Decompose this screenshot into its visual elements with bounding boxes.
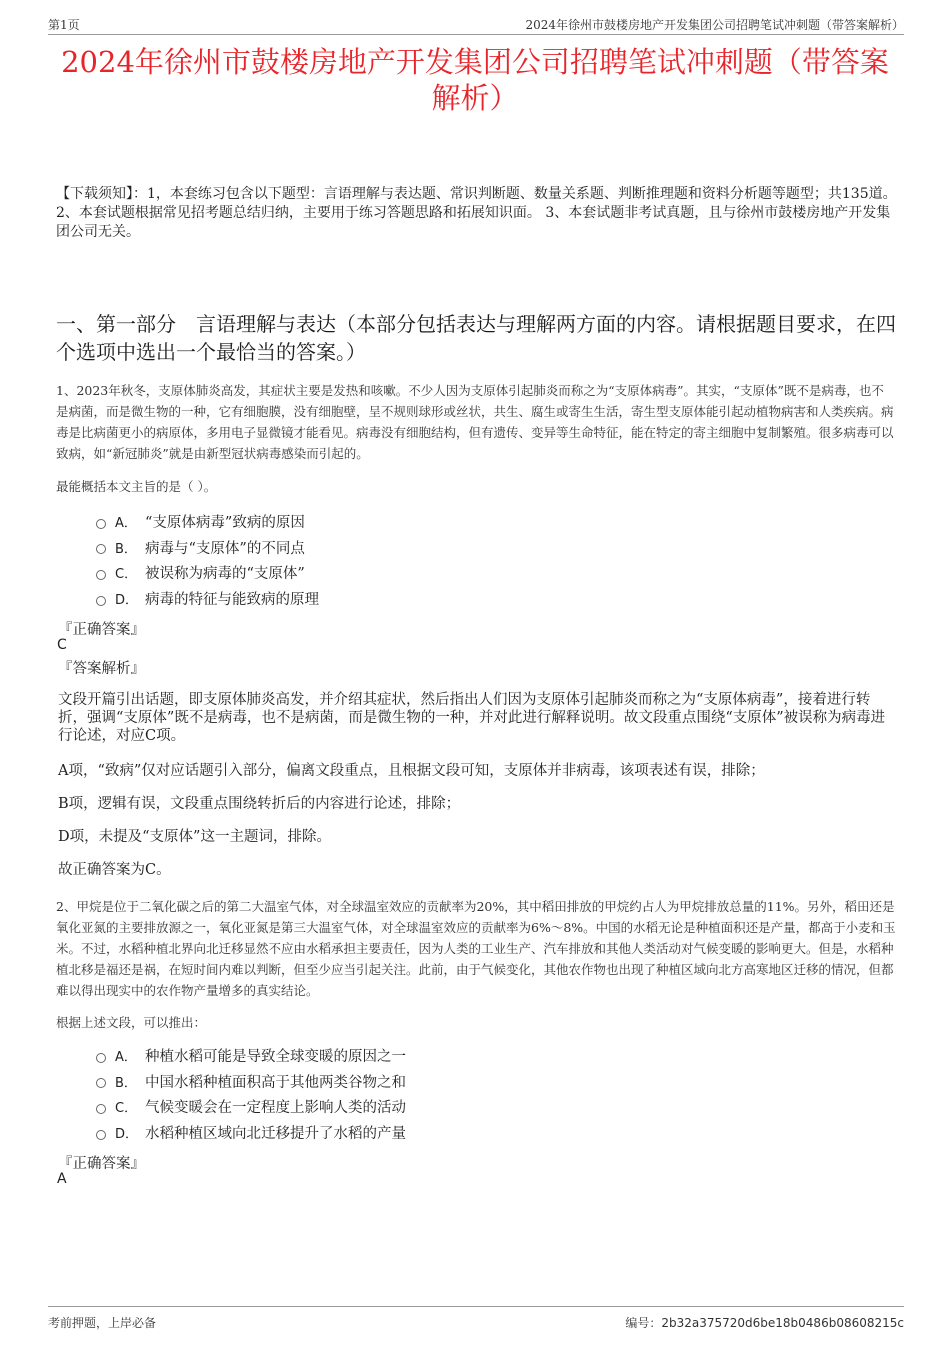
question-2-option-b[interactable] bbox=[96, 1069, 406, 1095]
option-letter: D． bbox=[115, 1127, 139, 1143]
question-1-analysis-label: 『答案解析』 bbox=[58, 661, 145, 677]
question-1-analysis-d: D项，未提及“支原体”这一主题词，排除。 bbox=[58, 829, 331, 845]
radio-icon[interactable] bbox=[96, 1053, 106, 1063]
option-text: 被误称为病毒的“支原体” bbox=[145, 566, 305, 583]
question-1-analysis-main: 文段开篇引出话题，即支原体肺炎高发，并介绍其症状，然后指出人们因为支原体引起肺炎而称之为“支原体病毒”，接着进行转折，强调“支原体”既不是病毒，也不是病菌，而是微生物的一种，并对此进行解释说明。故文段重点围绕“支原体”被误称为病毒进行论述，对应C项。 bbox=[58, 692, 886, 744]
option-text: 中国水稻种植面积高于其他两类谷物之和 bbox=[145, 1074, 406, 1091]
question-2-options bbox=[96, 1043, 406, 1145]
option-letter: C． bbox=[115, 1101, 138, 1117]
question-2-prompt: 根据上述文段，可以推出： bbox=[56, 1015, 207, 1030]
question-1-analysis-a: A项，“致病”仅对应话题引入部分，偏离文段重点，且根据文段可知，支原体并非病毒，该项表述有误，排除； bbox=[58, 763, 765, 779]
radio-icon[interactable] bbox=[96, 1130, 106, 1140]
radio-icon[interactable] bbox=[96, 1104, 106, 1114]
radio-icon[interactable] bbox=[96, 544, 106, 554]
section-heading: 一、第一部分 言语理解与表达（本部分包括表达与理解两方面的内容。请根据题目要求，在四个选项中选出一个最恰当的答案。） bbox=[56, 312, 896, 364]
footer-slogan: 考前押题，上岸必备 bbox=[48, 1316, 157, 1330]
document-title: 2024年徐州市鼓楼房地产开发集团公司招聘笔试冲刺题（带答案解析） bbox=[61, 45, 889, 115]
question-2-answer-label: 『正确答案』 bbox=[58, 1156, 145, 1172]
question-1-prompt: 最能概括本文主旨的是（ ）。 bbox=[56, 479, 217, 494]
question-1-option-d[interactable] bbox=[96, 586, 319, 612]
question-1-option-b[interactable] bbox=[96, 535, 319, 561]
download-notice: 【下载须知】：1，本套练习包含以下题型：言语理解与表达题、常识判断题、数量关系题、判断推理题和资料分析题等题型；共135道。 2、本套试题根据常见招考题总结归纳，主要用于练习答题思路和拓展知识面。 3、本套试题非考试真题，且与徐州市鼓楼房地产开发集团公司无关。 bbox=[56, 186, 897, 240]
option-text: 病毒与“支原体”的不同点 bbox=[145, 540, 305, 557]
question-1-option-c[interactable] bbox=[96, 560, 319, 586]
question-1-stem: 1、2023年秋冬，支原体肺炎高发，其症状主要是发热和咳嗽。不少人因为支原体引起肺炎而称之为“支原体病毒”。其实，“支原体”既不是病毒，也不是病菌，而是微生物的一种，它有细胞膜，没有细胞壁，呈不规则球形或丝状，共生、腐生或寄生生活，寄生型支原体能引起动植物病害和人类疾病。病毒是比病菌更小的病原体，多用电子显微镜才能看见。病毒没有细胞结构，但有遗传、变异等生命特征，能在特定的寄主细胞中复制繁殖。很多病毒可以致病，如“新冠肺炎”就是由新型冠状病毒感染而引起的。 bbox=[56, 383, 894, 461]
footer-code-value: 2b32a375720d6be18b0486b08608215c bbox=[661, 1316, 904, 1330]
option-text: 气候变暖会在一定程度上影响人类的活动 bbox=[145, 1100, 406, 1117]
question-2-answer: A bbox=[57, 1171, 67, 1187]
option-letter: C． bbox=[115, 567, 138, 583]
radio-icon[interactable] bbox=[96, 596, 106, 606]
option-letter: A． bbox=[115, 1050, 137, 1066]
option-letter: A． bbox=[115, 516, 137, 532]
option-text: “支原体病毒”致病的原因 bbox=[145, 515, 305, 532]
option-letter: B． bbox=[115, 541, 137, 557]
option-text: 水稻种植区域向北迁移提升了水稻的产量 bbox=[145, 1126, 406, 1143]
option-letter: B． bbox=[115, 1075, 137, 1091]
question-1-options bbox=[96, 509, 319, 611]
question-2-option-a[interactable] bbox=[96, 1043, 406, 1069]
footer-code-label: 编号： bbox=[625, 1316, 662, 1330]
radio-icon[interactable] bbox=[96, 570, 106, 580]
question-1-option-a[interactable] bbox=[96, 509, 319, 535]
question-1-answer-label: 『正确答案』 bbox=[58, 622, 145, 638]
radio-icon[interactable] bbox=[96, 1078, 106, 1088]
page-footer bbox=[48, 1306, 904, 1331]
option-letter: D． bbox=[115, 593, 139, 609]
page-number: 第1页 bbox=[48, 18, 80, 32]
question-1-answer: C bbox=[57, 637, 67, 653]
radio-icon[interactable] bbox=[96, 519, 106, 529]
page-header bbox=[48, 14, 904, 35]
question-2-option-d[interactable] bbox=[96, 1120, 406, 1146]
header-doc-title: 2024年徐州市鼓楼房地产开发集团公司招聘笔试冲刺题（带答案解析） bbox=[525, 18, 904, 32]
option-text: 病毒的特征与能致病的原理 bbox=[145, 592, 319, 609]
question-1-analysis-conclusion: 故正确答案为C。 bbox=[58, 862, 171, 878]
option-text: 种植水稻可能是导致全球变暖的原因之一 bbox=[145, 1049, 406, 1066]
question-2-option-c[interactable] bbox=[96, 1094, 406, 1120]
footer-code bbox=[625, 1314, 904, 1331]
question-1-analysis-b: B项，逻辑有误，文段重点围绕转折后的内容进行论述，排除； bbox=[58, 796, 461, 812]
question-2-stem: 2、甲烷是位于二氧化碳之后的第二大温室气体，对全球温室效应的贡献率为20%，其中稻田排放的甲烷约占人为甲烷排放总量的11%。另外，稻田还是氧化亚氮的主要排放源之一，氧化亚氮是第三大温室气体，对全球温室效应的贡献率为6%～8%。中国的水稻无论是种植面积还是产量，都高于小麦和玉米。不过，水稻种植北界向北迁移显然不应由水稻承担主要责任，因为人类的工业生产、汽车排放和其他人类活动对气候变暖的影响更大。但是，水稻种植北移是福还是祸，在短时间内难以判断，但至少应当引起关注。此前，由于气候变化，其他农作物也出现了种植区域向北方高寒地区迁移的情况，但都难以得出现实中的农作物产量增多的真实结论。 bbox=[56, 899, 896, 998]
